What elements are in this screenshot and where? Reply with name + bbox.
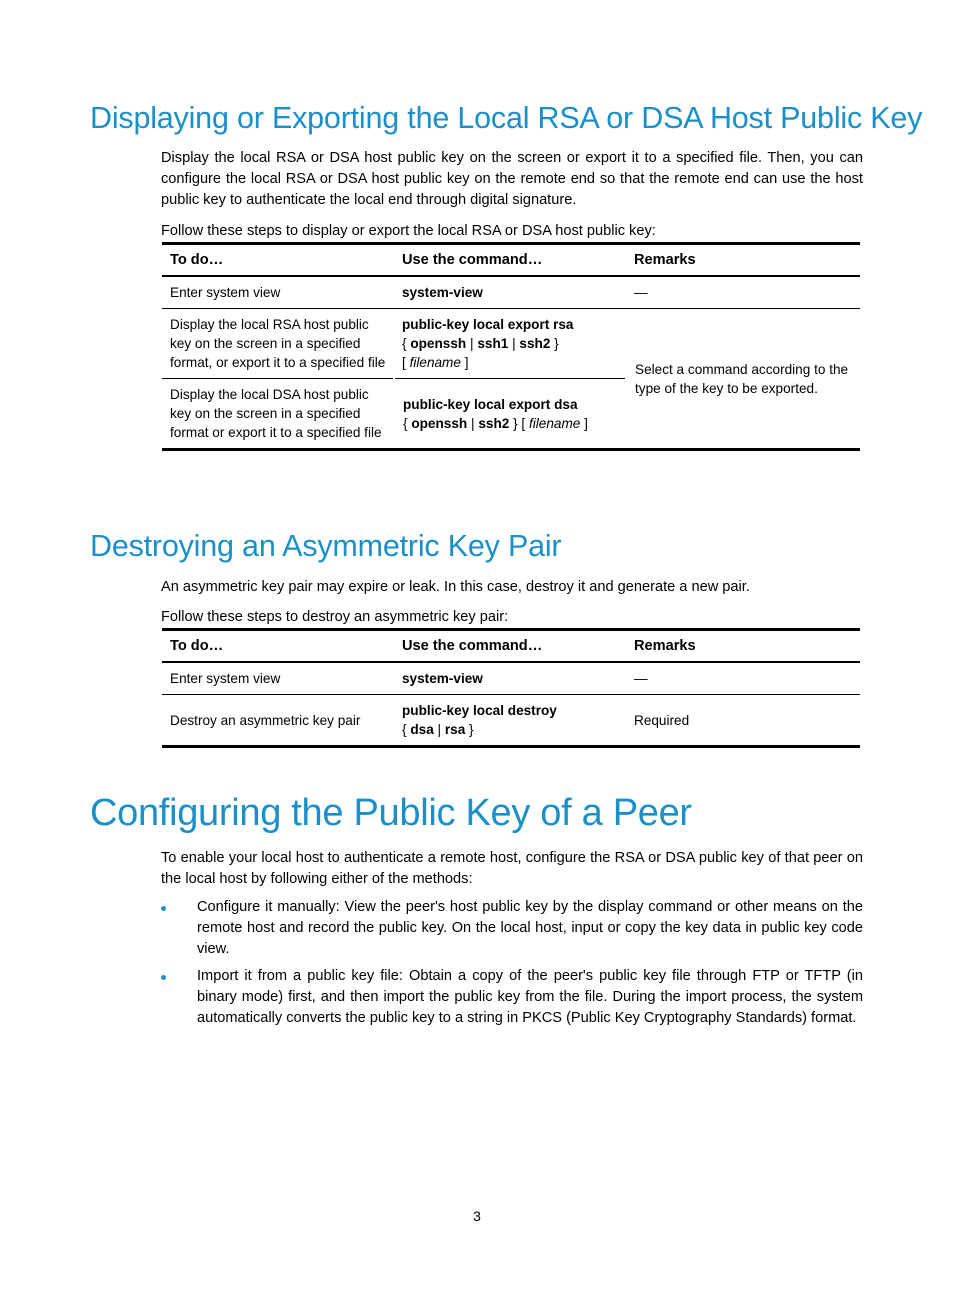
command-option: ssh2	[519, 336, 551, 351]
column-header-todo: To do…	[162, 630, 394, 663]
syntax-brace: {	[403, 415, 412, 431]
table-lead-text: Follow these steps to destroy an asymmetric key pair:	[161, 609, 509, 625]
syntax-separator: |	[467, 415, 479, 431]
command-option: ssh2	[478, 415, 510, 431]
syntax-bracket: ]	[460, 355, 469, 370]
syntax-separator: |	[508, 336, 520, 351]
command-keyword: public-key local export dsa	[403, 396, 578, 412]
syntax-separator: |	[433, 722, 445, 737]
bullet-icon	[161, 906, 166, 911]
column-header-command: Use the command…	[394, 244, 626, 277]
column-header-remarks: Remarks	[626, 244, 860, 277]
list-item-text: Configure it manually: View the peer's host public key by the display command or other means on the remote host and record the public key. On the local host, input or copy the key data in public key code view.	[197, 899, 863, 957]
todo-cell: Enter system view	[162, 276, 394, 309]
command-cell: system-view	[394, 662, 626, 695]
list-item	[161, 966, 863, 1029]
todo-cell: Enter system view	[162, 662, 394, 695]
table-header-row	[162, 244, 860, 277]
syntax-brace: }	[509, 415, 522, 431]
chapter-heading-configure-peer-key: Configuring the Public Key of a Peer	[90, 792, 692, 834]
page-number: 3	[473, 1208, 481, 1224]
command-argument: filename	[528, 415, 581, 431]
table-row	[162, 662, 860, 695]
syntax-separator: |	[466, 336, 478, 351]
command-cell: system-view	[394, 276, 626, 309]
command-option: openssh	[410, 336, 467, 351]
table-header-row	[162, 630, 860, 663]
syntax-bracket: [	[521, 415, 529, 431]
column-header-remarks: Remarks	[626, 630, 860, 663]
command-option: ssh1	[477, 336, 509, 351]
section-intro: To enable your local host to authenticate a remote host, configure the RSA or DSA public key of that peer on the local host by following either of the methods:	[161, 850, 863, 887]
list-item	[161, 897, 863, 960]
todo-cell: Display the local RSA host public key on the screen in a specified format, or export it to a specified file	[162, 309, 394, 379]
method-list	[161, 897, 863, 1035]
remarks-cell: Required	[626, 695, 860, 747]
syntax-brace: {	[402, 722, 411, 737]
command-keyword: public-key local export rsa	[402, 317, 574, 332]
command-table-export	[162, 242, 860, 451]
command-argument: filename	[409, 355, 461, 370]
table-row	[162, 276, 860, 309]
todo-cell: Destroy an asymmetric key pair	[162, 695, 394, 747]
syntax-brace: {	[402, 336, 411, 351]
remarks-cell-shared: Select a command according to the type of the key to be exported.	[626, 309, 860, 450]
section-heading-destroy-key-pair: Destroying an Asymmetric Key Pair	[90, 529, 562, 563]
section-intro: Display the local RSA or DSA host public key on the screen or export it to a specified file. Then, you can configure the local RSA or DSA host public key on the remote end so that the remote end can use the host public key to authenticate the local end through digital signature.	[161, 150, 863, 208]
command-cell	[394, 695, 626, 747]
command-option: rsa	[444, 722, 466, 737]
syntax-bracket: [	[402, 355, 410, 370]
table-row	[162, 309, 860, 379]
list-item-text: Import it from a public key file: Obtain a copy of the peer's public key file through FTP or TFTP (in binary mode) first, and then import the public key from the file. During the import process, the system automatically converts the public key to a string in PKCS (Public Key Cryptography Standards) format.	[197, 968, 863, 1026]
command-keyword: public-key local destroy	[402, 703, 557, 718]
column-header-todo: To do…	[162, 244, 394, 277]
section-intro: An asymmetric key pair may expire or leak. In this case, destroy it and generate a new pair.	[161, 579, 750, 595]
remarks-cell: —	[626, 276, 860, 309]
todo-cell: Display the local DSA host public key on the screen in a specified format or export it to a specified file	[162, 379, 394, 450]
command-cell	[394, 309, 626, 379]
command-option: dsa	[410, 722, 434, 737]
table-lead-text: Follow these steps to display or export the local RSA or DSA host public key:	[161, 223, 656, 239]
command-cell	[394, 379, 626, 450]
command-table-destroy	[162, 628, 860, 748]
table-row	[162, 695, 860, 747]
remarks-cell: —	[626, 662, 860, 695]
bullet-icon	[161, 975, 166, 980]
section-heading-display-export: Displaying or Exporting the Local RSA or DSA Host Public Key	[90, 101, 923, 135]
command-option: openssh	[411, 415, 468, 431]
syntax-bracket: ]	[580, 415, 588, 431]
column-header-command: Use the command…	[394, 630, 626, 663]
syntax-brace: }	[550, 336, 559, 351]
syntax-brace: }	[465, 722, 474, 737]
